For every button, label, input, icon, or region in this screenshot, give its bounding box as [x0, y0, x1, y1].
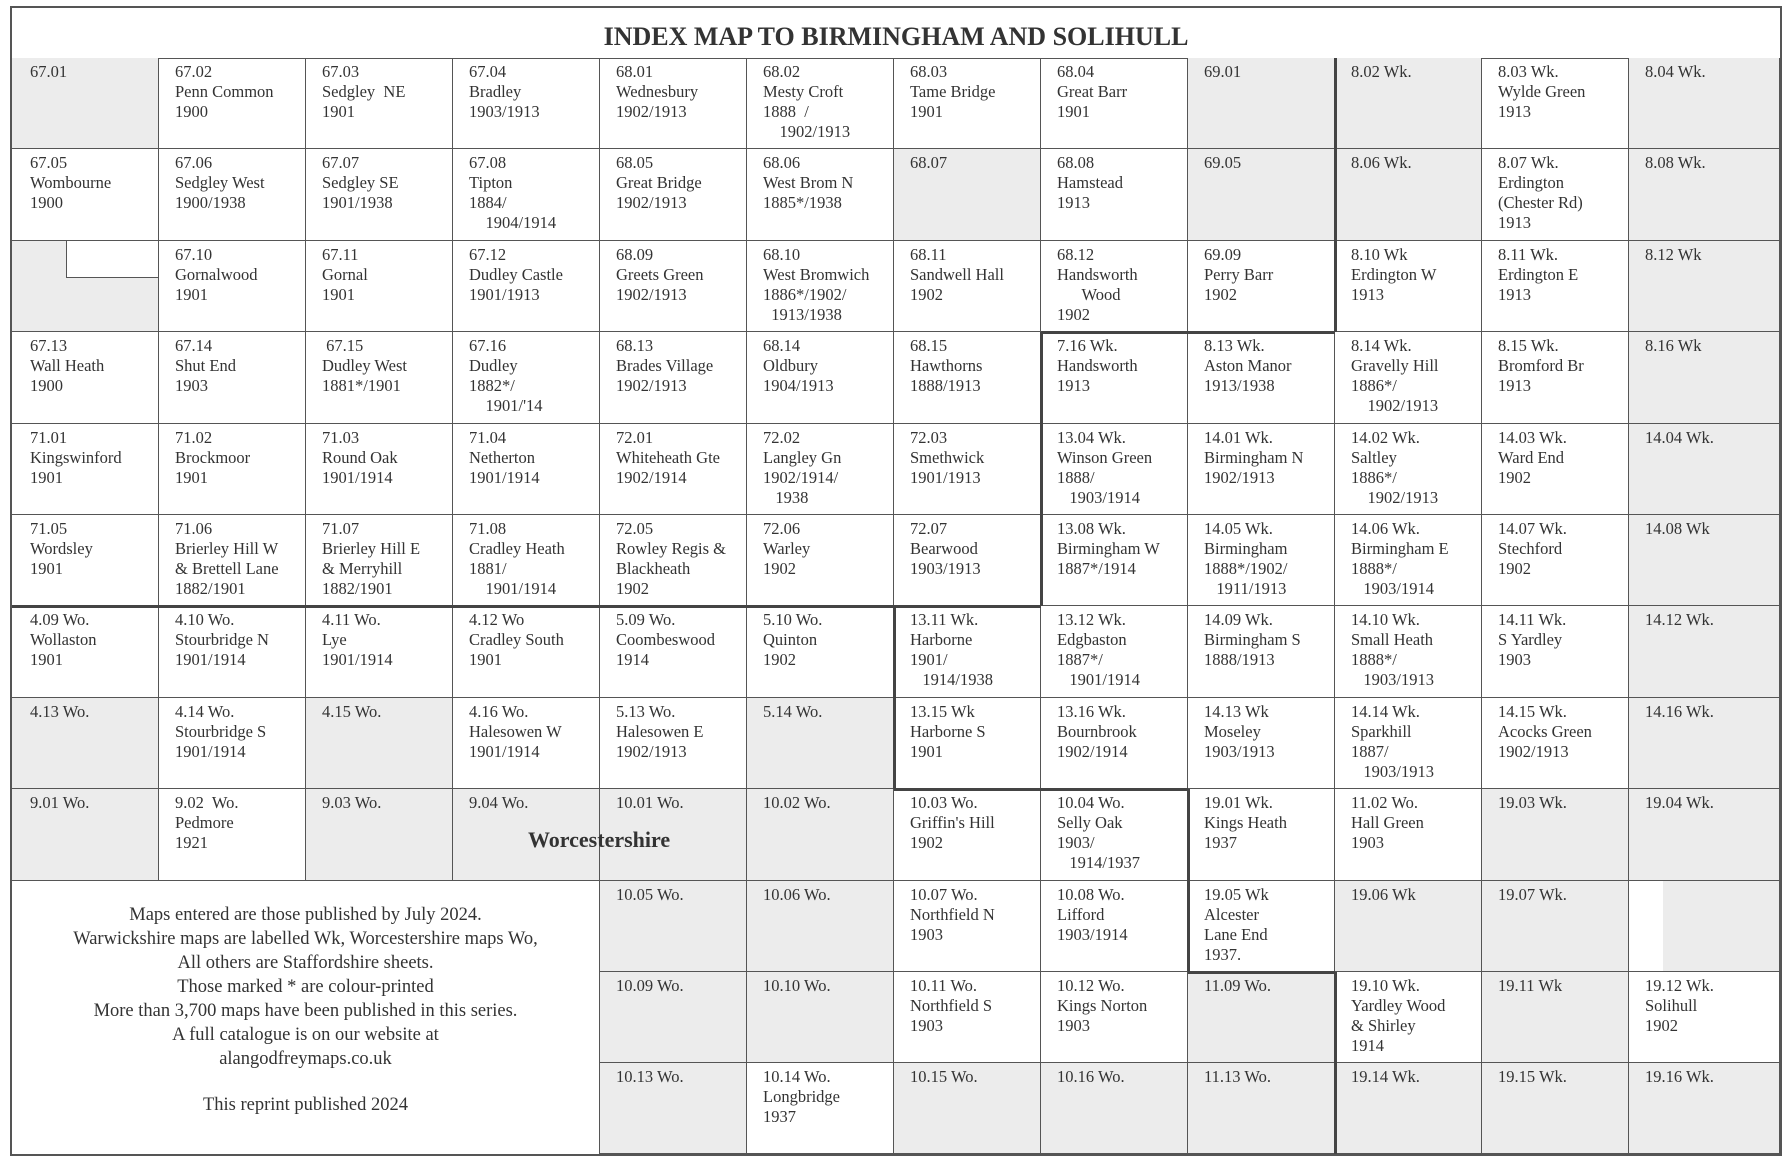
map-sheet-cell: 14.03 Wk. Ward End 1902	[1482, 424, 1629, 515]
map-sheet-cell: 72.02 Langley Gn 1902/1914/ 1938	[747, 424, 894, 515]
map-sheet-cell: 10.09 Wo.	[600, 972, 747, 1063]
county-boundary-line	[893, 606, 896, 789]
map-sheet-cell: 67.04 Bradley 1903/1913	[453, 58, 600, 149]
map-sheet-cell: 8.11 Wk. Erdington E 1913	[1482, 241, 1629, 332]
map-sheet-cell: 68.01 Wednesbury 1902/1913	[600, 58, 747, 149]
map-sheet-cell: 71.08 Cradley Heath 1881/ 1901/1914	[453, 515, 600, 606]
map-sheet-cell: 68.09 Greets Green 1902/1913	[600, 241, 747, 332]
map-sheet-cell: 4.14 Wo. Stourbridge S 1901/1914	[159, 698, 306, 789]
map-sheet-cell: 71.07 Brierley Hill E & Merryhill 1882/1901	[306, 515, 453, 606]
map-sheet-cell: 8.02 Wk.	[1335, 58, 1482, 149]
sheet-grid	[12, 58, 1780, 1154]
county-boundary-line	[1041, 331, 1335, 334]
map-sheet-cell: 71.01 Kingswinford 1901	[12, 424, 159, 515]
map-sheet-cell: 69.05	[1188, 149, 1335, 241]
note-line: Warwickshire maps are labelled Wk, Worcestershire maps Wo,	[73, 929, 538, 949]
map-sheet-cell: 14.05 Wk. Birmingham 1888*/1902/ 1911/1913	[1188, 515, 1335, 606]
map-sheet-cell: 8.10 Wk Erdington W 1913	[1335, 241, 1482, 332]
map-sheet-cell: 68.11 Sandwell Hall 1902	[894, 241, 1041, 332]
map-sheet-cell: 13.08 Wk. Birmingham W 1887*/1914	[1041, 515, 1188, 606]
map-sheet-cell: 14.07 Wk. Stechford 1902	[1482, 515, 1629, 606]
map-sheet-cell: 4.12 Wo Cradley South 1901	[453, 606, 600, 698]
map-sheet-cell: 67.06 Sedgley West 1900/1938	[159, 149, 306, 241]
map-sheet-cell: 5.09 Wo. Coombeswood 1914	[600, 606, 747, 698]
map-sheet-cell: 4.13 Wo.	[12, 698, 159, 789]
map-sheet-cell: 10.07 Wo. Northfield N 1903	[894, 881, 1041, 972]
map-sheet-cell: 14.13 Wk Moseley 1903/1913	[1188, 698, 1335, 789]
map-sheet-cell: 69.01	[1188, 58, 1335, 149]
map-sheet-cell: 8.07 Wk. Erdington (Chester Rd) 1913	[1482, 149, 1629, 241]
map-sheet-cell: 10.03 Wo. Griffin's Hill 1902	[894, 789, 1041, 881]
map-sheet-cell: 19.15 Wk.	[1482, 1063, 1629, 1154]
map-sheet-cell: 14.11 Wk. S Yardley 1903	[1482, 606, 1629, 698]
note-line: A full catalogue is on our website at	[172, 1025, 439, 1045]
map-sheet-cell: 9.04 Wo.	[453, 789, 600, 881]
map-sheet-cell: 68.08 Hamstead 1913	[1041, 149, 1188, 241]
map-sheet-cell: 71.03 Round Oak 1901/1914	[306, 424, 453, 515]
map-sheet-cell: 10.01 Wo.	[600, 789, 747, 881]
note-line: alangodfreymaps.co.uk	[219, 1049, 392, 1069]
map-sheet-cell: 14.15 Wk. Acocks Green 1902/1913	[1482, 698, 1629, 789]
map-sheet-cell: 67.10 Gornalwood 1901	[159, 241, 306, 332]
map-sheet-cell: 72.06 Warley 1902	[747, 515, 894, 606]
county-boundary-line	[1334, 972, 1337, 1154]
note-line: This reprint published 2024	[202, 1095, 409, 1115]
county-boundary-line	[1040, 332, 1043, 606]
map-sheet-cell: 67.08 Tipton 1884/ 1904/1914	[453, 149, 600, 241]
map-sheet-cell: 8.13 Wk. Aston Manor 1913/1938	[1188, 332, 1335, 424]
map-sheet-cell: 8.03 Wk. Wylde Green 1913	[1482, 58, 1629, 149]
map-sheet-cell: 68.03 Tame Bridge 1901	[894, 58, 1041, 149]
map-sheet-cell: 8.12 Wk	[1629, 241, 1780, 332]
map-sheet-cell: 8.04 Wk.	[1629, 58, 1780, 149]
map-sheet-cell: 4.09 Wo. Wollaston 1901	[12, 606, 159, 698]
map-sheet-cell: 19.10 Wk. Yardley Wood & Shirley 1914	[1335, 972, 1482, 1063]
map-sheet-cell: 71.06 Brierley Hill W & Brettell Lane 1882/1901	[159, 515, 306, 606]
map-sheet-cell: 67.01	[12, 58, 159, 149]
county-boundary-line	[1187, 789, 1190, 972]
map-sheet-cell: 8.16 Wk	[1629, 332, 1780, 424]
map-sheet-cell: 19.03 Wk.	[1482, 789, 1629, 881]
map-sheet-cell: 9.01 Wo.	[12, 789, 159, 881]
map-sheet-cell: 4.16 Wo. Halesowen W 1901/1914	[453, 698, 600, 789]
map-sheet-cell: 11.09 Wo.	[1188, 972, 1335, 1063]
map-sheet-cell: 10.13 Wo.	[600, 1063, 747, 1154]
map-sheet-cell: 10.05 Wo.	[600, 881, 747, 972]
map-sheet-cell: 68.07	[894, 149, 1041, 241]
note-line: More than 3,700 maps have been published in this series.	[93, 1001, 518, 1021]
map-sheet-cell: 13.11 Wk. Harborne 1901/ 1914/1938	[894, 606, 1041, 698]
map-sheet-cell: 71.05 Wordsley 1901	[12, 515, 159, 606]
map-sheet-cell: 10.10 Wo.	[747, 972, 894, 1063]
notes-box	[12, 881, 600, 1154]
map-sheet-cell: 14.16 Wk.	[1629, 698, 1780, 789]
map-sheet-cell: 67.16 Dudley 1882*/ 1901/'14	[453, 332, 600, 424]
map-sheet-cell: 14.01 Wk. Birmingham N 1902/1913	[1188, 424, 1335, 515]
map-sheet-cell: 4.15 Wo.	[306, 698, 453, 789]
map-sheet-cell: 19.16 Wk.	[1629, 1063, 1780, 1154]
county-boundary-line	[894, 788, 1188, 791]
map-sheet-cell: 67.14 Shut End 1903	[159, 332, 306, 424]
map-sheet-cell: 19.05 Wk Alcester Lane End 1937.	[1188, 881, 1335, 972]
map-title: INDEX MAP TO BIRMINGHAM AND SOLIHULL	[12, 8, 1780, 59]
map-sheet-cell: 14.06 Wk. Birmingham E 1888*/ 1903/1914	[1335, 515, 1482, 606]
map-sheet-cell: 67.12 Dudley Castle 1901/1913	[453, 241, 600, 332]
map-sheet-cell: 14.04 Wk.	[1629, 424, 1780, 515]
map-sheet-cell: 19.04 Wk.	[1629, 789, 1780, 881]
map-sheet-cell: 10.16 Wo.	[1041, 1063, 1188, 1154]
map-sheet-cell: 69.09 Perry Barr 1902	[1188, 241, 1335, 332]
map-sheet-cell: 19.12 Wk. Solihull 1902	[1629, 972, 1780, 1063]
map-sheet-cell: 10.06 Wo.	[747, 881, 894, 972]
map-sheet-cell: 14.10 Wk. Small Heath 1888*/ 1903/1913	[1335, 606, 1482, 698]
map-sheet-cell: 14.08 Wk	[1629, 515, 1780, 606]
map-sheet-cell: 10.11 Wo. Northfield S 1903	[894, 972, 1041, 1063]
map-sheet-cell: 5.13 Wo. Halesowen E 1902/1913	[600, 698, 747, 789]
map-sheet-cell: 10.12 Wo. Kings Norton 1903	[1041, 972, 1188, 1063]
map-sheet-cell: 67.02 Penn Common 1900	[159, 58, 306, 149]
map-sheet-cell: 72.05 Rowley Regis & Blackheath 1902	[600, 515, 747, 606]
map-sheet-cell: 10.02 Wo.	[747, 789, 894, 881]
map-sheet-cell: 14.09 Wk. Birmingham S 1888/1913	[1188, 606, 1335, 698]
map-sheet-cell: 67.05 Wombourne 1900	[12, 149, 159, 241]
map-sheet-cell: 4.10 Wo. Stourbridge N 1901/1914	[159, 606, 306, 698]
county-boundary-line	[12, 605, 1041, 608]
map-sheet-cell: 8.08 Wk.	[1629, 149, 1780, 241]
map-sheet-cell: 68.05 Great Bridge 1902/1913	[600, 149, 747, 241]
map-sheet-cell: 67.13 Wall Heath 1900	[12, 332, 159, 424]
sheet-boundary-notch	[66, 241, 159, 278]
county-boundary-line	[1334, 58, 1337, 332]
map-sheet-cell: 19.01 Wk. Kings Heath 1937	[1188, 789, 1335, 881]
map-sheet-cell: 67.03 Sedgley NE 1901	[306, 58, 453, 149]
map-sheet-cell: 72.07 Bearwood 1903/1913	[894, 515, 1041, 606]
map-sheet-cell: 19.07 Wk.	[1482, 881, 1629, 972]
map-sheet-cell: 10.04 Wo. Selly Oak 1903/ 1914/1937	[1041, 789, 1188, 881]
map-sheet-cell: 14.14 Wk. Sparkhill 1887/ 1903/1913	[1335, 698, 1482, 789]
map-sheet-cell: 68.06 West Brom N 1885*/1938	[747, 149, 894, 241]
map-sheet-cell: 67.15 Dudley West 1881*/1901	[306, 332, 453, 424]
map-sheet-cell: 5.14 Wo.	[747, 698, 894, 789]
county-label: Worcestershire	[528, 827, 671, 852]
map-sheet-cell: 14.02 Wk. Saltley 1886*/ 1902/1913	[1335, 424, 1482, 515]
map-sheet-cell: 67.11 Gornal 1901	[306, 241, 453, 332]
map-sheet-cell: 10.14 Wo. Longbridge 1937	[747, 1063, 894, 1154]
note-line: Maps entered are those published by July 2024.	[129, 905, 482, 925]
map-sheet-cell: 13.04 Wk. Winson Green 1888/ 1903/1914	[1041, 424, 1188, 515]
map-sheet-cell: 9.03 Wo.	[306, 789, 453, 881]
map-sheet-cell: 4.11 Wo. Lye 1901/1914	[306, 606, 453, 698]
map-sheet-cell: 68.13 Brades Village 1902/1913	[600, 332, 747, 424]
map-sheet-cell: 14.12 Wk.	[1629, 606, 1780, 698]
map-sheet-cell: 13.15 Wk Harborne S 1901	[894, 698, 1041, 789]
map-sheet-cell: 7.16 Wk. Handsworth 1913	[1041, 332, 1188, 424]
map-sheet-cell: 8.06 Wk.	[1335, 149, 1482, 241]
map-sheet-cell: 72.03 Smethwick 1901/1913	[894, 424, 1041, 515]
map-sheet-cell: 19.14 Wk.	[1335, 1063, 1482, 1154]
map-sheet-cell: 19.06 Wk	[1335, 881, 1482, 972]
map-sheet-cell: 8.14 Wk. Gravelly Hill 1886*/ 1902/1913	[1335, 332, 1482, 424]
map-sheet-cell: 67.07 Sedgley SE 1901/1938	[306, 149, 453, 241]
map-sheet-cell: 13.12 Wk. Edgbaston 1887*/ 1901/1914	[1041, 606, 1188, 698]
map-sheet-cell: 11.02 Wo. Hall Green 1903	[1335, 789, 1482, 881]
map-sheet-cell: 10.15 Wo.	[894, 1063, 1041, 1154]
map-sheet-cell: 5.10 Wo. Quinton 1902	[747, 606, 894, 698]
map-sheet-cell: 68.14 Oldbury 1904/1913	[747, 332, 894, 424]
map-sheet-cell: 10.08 Wo. Lifford 1903/1914	[1041, 881, 1188, 972]
sheet-boundary-notch	[1629, 881, 1663, 971]
note-line: Those marked * are colour-printed	[177, 977, 434, 997]
map-sheet-cell: 72.01 Whiteheath Gte 1902/1914	[600, 424, 747, 515]
map-sheet-cell: 68.12 Handsworth Wood 1902	[1041, 241, 1188, 332]
map-sheet-cell: 68.02 Mesty Croft 1888 / 1902/1913	[747, 58, 894, 149]
map-sheet-cell: 68.15 Hawthorns 1888/1913	[894, 332, 1041, 424]
map-sheet-cell: 8.15 Wk. Bromford Br 1913	[1482, 332, 1629, 424]
map-sheet-cell: 71.04 Netherton 1901/1914	[453, 424, 600, 515]
map-sheet-cell: 68.10 West Bromwich 1886*/1902/ 1913/1938	[747, 241, 894, 332]
map-sheet-cell: 19.11 Wk	[1482, 972, 1629, 1063]
map-sheet-cell: 68.04 Great Barr 1901	[1041, 58, 1188, 149]
note-line: All others are Staffordshire sheets.	[177, 953, 434, 973]
county-boundary-line	[1188, 971, 1335, 974]
map-sheet-cell: 13.16 Wk. Bournbrook 1902/1914	[1041, 698, 1188, 789]
index-map-sheet	[10, 6, 1782, 1156]
map-sheet-cell: 9.02 Wo. Pedmore 1921	[159, 789, 306, 881]
map-sheet-cell: 11.13 Wo.	[1188, 1063, 1335, 1154]
map-sheet-cell: 71.02 Brockmoor 1901	[159, 424, 306, 515]
